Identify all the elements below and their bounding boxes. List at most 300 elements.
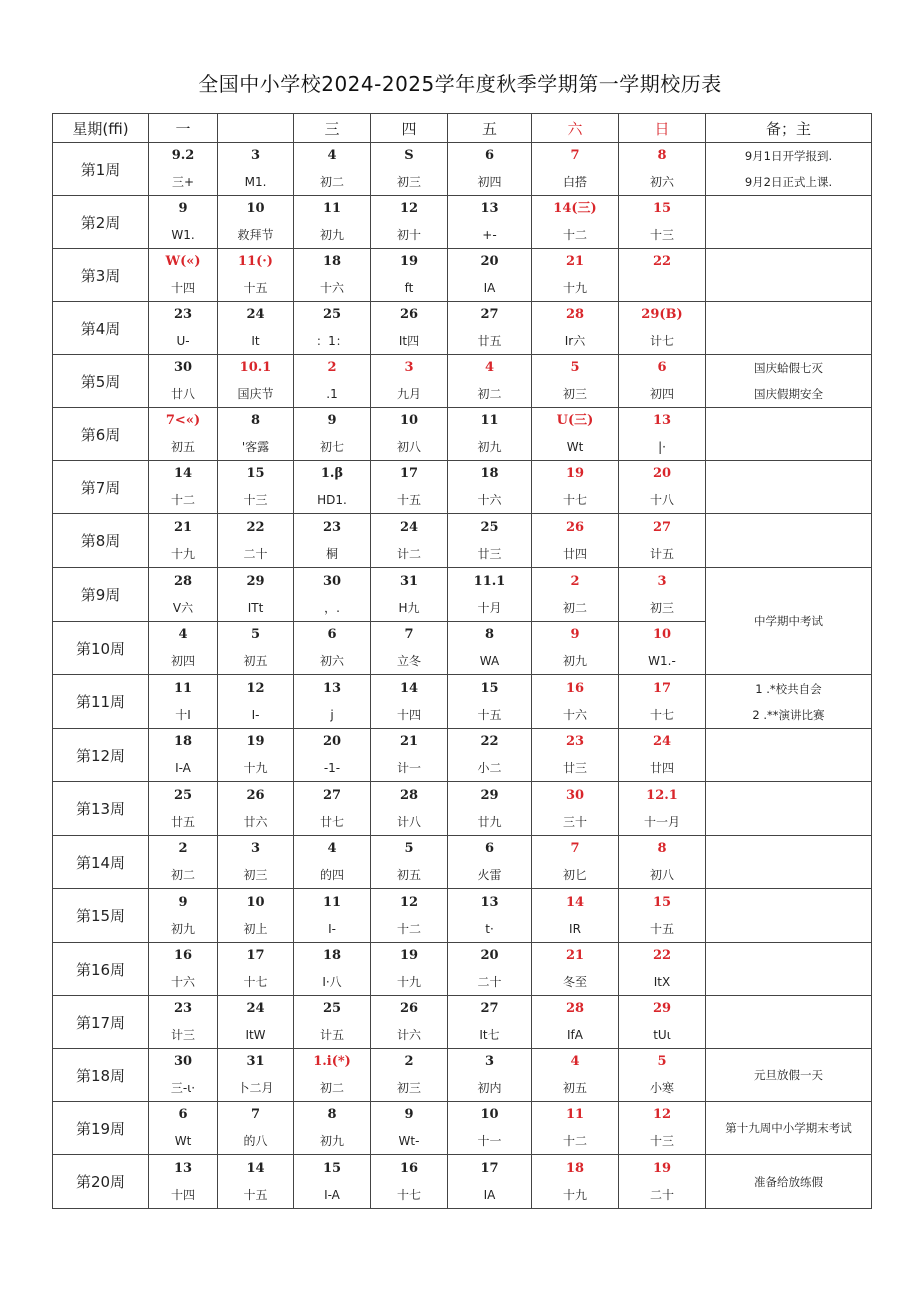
date-number: 18 [480, 466, 499, 481]
header-week: 星期(ffi) [53, 114, 149, 143]
lunar-date: 初九 [477, 440, 502, 454]
lunar-date: 计三 [170, 1028, 195, 1042]
date-number: 17 [652, 680, 672, 696]
date-number: 19 [652, 1160, 672, 1176]
date-number: 8 [484, 627, 495, 642]
lunar-date: ItX [653, 975, 671, 989]
day-cell [448, 1049, 532, 1102]
date-number: 15 [246, 466, 265, 481]
date-number: 9 [570, 627, 580, 642]
note-cell [706, 782, 872, 836]
lunar-date: 计八 [396, 814, 421, 829]
lunar-date: 初四 [170, 654, 195, 668]
date-number: 9 [327, 413, 337, 428]
lunar-date: 十九 [243, 761, 268, 775]
week-label: 第20周 [53, 1155, 149, 1209]
lunar-date: 初九 [562, 654, 587, 668]
lunar-date: 十五 [649, 921, 674, 936]
day-cell [149, 408, 218, 461]
week-row [53, 568, 872, 622]
note-line: 国庆假期安全 [754, 387, 823, 401]
lunar-date: 初九 [170, 921, 195, 936]
note-cell [706, 461, 872, 514]
date-number: 13 [480, 894, 499, 910]
day-cell [619, 996, 706, 1049]
date-number: 24 [246, 307, 265, 322]
week-label: 第13周 [53, 782, 149, 836]
day-cell [218, 355, 294, 408]
day-cell [619, 729, 706, 782]
week-label: 第3周 [53, 249, 149, 302]
lunar-date: IA [483, 281, 496, 295]
date-number: 16 [399, 1160, 419, 1176]
header-sun: 日 [619, 114, 706, 143]
date-number: 25 [322, 307, 342, 322]
lunar-date: 计一 [396, 761, 421, 775]
day-cell [448, 514, 532, 568]
day-cell [218, 729, 294, 782]
lunar-date: 初三 [396, 175, 421, 189]
header-mon: 一 [149, 114, 218, 143]
day-cell [371, 729, 448, 782]
lunar-date: I-A [175, 761, 191, 775]
day-cell [294, 729, 371, 782]
week-label: 第19周 [53, 1102, 149, 1155]
lunar-date: It七 [479, 1028, 500, 1042]
date-number: 21 [173, 519, 193, 535]
date-number: 11.1 [473, 573, 506, 589]
header-notes: 备；主 [706, 114, 872, 143]
week-label: 第9周 [53, 568, 149, 622]
lunar-date: 计六 [396, 1028, 421, 1042]
lunar-date: 初七 [319, 440, 344, 454]
date-number: 5 [404, 841, 414, 856]
header-row [53, 114, 872, 143]
week-row [53, 889, 872, 943]
lunar-date: 初九 [319, 228, 344, 242]
lunar-date: 廿六 [243, 814, 268, 829]
lunar-date: 三+ [171, 175, 195, 189]
date-number: 14 [173, 466, 193, 481]
day-cell [149, 1102, 218, 1155]
lunar-date: U- [176, 334, 190, 348]
date-number: 29 [652, 1001, 672, 1016]
day-cell [149, 249, 218, 302]
day-cell [294, 943, 371, 996]
day-cell [532, 568, 619, 622]
note-cell [706, 408, 872, 461]
day-cell [371, 675, 448, 729]
day-cell [149, 836, 218, 889]
day-cell [448, 782, 532, 836]
day-cell [448, 1155, 532, 1209]
note-line: 准备给放练假 [754, 1174, 823, 1189]
date-number: 25 [173, 787, 193, 803]
lunar-date: 桐 [325, 546, 338, 561]
note-cell [706, 143, 872, 196]
day-cell [371, 889, 448, 943]
date-number: 20 [322, 734, 342, 749]
date-number: 3 [250, 841, 261, 856]
day-cell [294, 143, 371, 196]
day-cell [371, 249, 448, 302]
date-number: 20 [652, 466, 672, 481]
calendar-table [52, 113, 872, 1209]
day-cell [448, 249, 532, 302]
day-cell [371, 196, 448, 249]
lunar-date: 廿七 [319, 814, 344, 829]
lunar-date: Ir六 [564, 334, 586, 348]
lunar-date: 十六 [562, 707, 587, 722]
lunar-date: 初三 [649, 600, 674, 615]
day-cell [619, 568, 706, 622]
lunar-date: W1.- [648, 654, 676, 668]
day-cell [149, 302, 218, 355]
day-cell [371, 514, 448, 568]
day-cell [149, 355, 218, 408]
date-number: 23 [565, 734, 585, 749]
lunar-date: 十月 [477, 600, 502, 615]
date-number: 7 [570, 148, 580, 163]
day-cell [218, 302, 294, 355]
lunar-date: 十六 [319, 281, 344, 295]
day-cell [448, 996, 532, 1049]
day-cell [371, 1049, 448, 1102]
day-cell [619, 675, 706, 729]
lunar-date: 十五 [243, 281, 268, 295]
week-row [53, 302, 872, 355]
date-number: 28 [565, 1001, 585, 1016]
lunar-date: 国庆节 [237, 387, 274, 401]
day-cell [448, 889, 532, 943]
lunar-date: 初八 [649, 868, 674, 882]
lunar-date: 廿八 [170, 387, 195, 401]
note-line: 国庆蛤假七灭 [754, 361, 823, 375]
date-number: 23 [322, 519, 342, 535]
day-cell [532, 675, 619, 729]
lunar-date: 三十 [562, 814, 587, 829]
note-line: 1 .*校共自会 [755, 681, 822, 696]
date-number: 18 [173, 734, 193, 749]
day-cell [218, 836, 294, 889]
day-cell [371, 622, 448, 675]
date-number: 13 [652, 413, 672, 428]
day-cell [294, 355, 371, 408]
week-row [53, 196, 872, 249]
lunar-date: I·八 [322, 975, 342, 989]
lunar-date: +- [482, 228, 497, 242]
lunar-date: 初三 [396, 1081, 421, 1095]
lunar-date: 小寒 [649, 1081, 674, 1095]
date-number: 4 [178, 627, 188, 642]
day-cell [448, 943, 532, 996]
lunar-date: 初十 [396, 228, 421, 242]
date-number: 30 [173, 1054, 193, 1069]
note-line: 9月1日开学报到. [744, 149, 833, 163]
day-cell [294, 675, 371, 729]
date-number: 2 [327, 360, 337, 375]
date-number: 5 [657, 1054, 667, 1069]
day-cell [532, 302, 619, 355]
day-cell [448, 622, 532, 675]
week-label: 第15周 [53, 889, 149, 943]
date-number: U(三) [556, 413, 594, 428]
date-number: 14(三) [553, 201, 597, 216]
lunar-date: H九 [398, 600, 420, 615]
day-cell [448, 1102, 532, 1155]
day-cell [532, 408, 619, 461]
header-wed: 三 [294, 114, 371, 143]
week-row [53, 996, 872, 1049]
day-cell [532, 943, 619, 996]
lunar-date: 初五 [243, 654, 268, 668]
day-cell [371, 782, 448, 836]
lunar-date [619, 275, 705, 301]
week-row [53, 355, 872, 408]
date-number: 7 [570, 841, 580, 856]
day-cell [448, 408, 532, 461]
lunar-date: 廿三 [562, 761, 587, 775]
week-row [53, 1049, 872, 1102]
lunar-date: 初六 [319, 654, 344, 668]
date-number: 6 [484, 148, 495, 163]
lunar-date: 二十 [477, 975, 502, 989]
lunar-date: It四 [398, 334, 420, 348]
lunar-date: 救拜节 [237, 228, 274, 242]
week-label: 第4周 [53, 302, 149, 355]
date-number: 26 [399, 307, 419, 322]
day-cell [371, 996, 448, 1049]
lunar-date: 初内 [477, 1081, 502, 1095]
date-number: 11 [565, 1107, 585, 1122]
calendar-body [53, 143, 872, 1209]
lunar-date: tUι [653, 1028, 671, 1042]
note-cell [706, 675, 872, 729]
date-number: 15 [322, 1160, 342, 1176]
date-number: 12 [246, 680, 265, 696]
lunar-date: .1 [326, 387, 338, 401]
date-number: 12 [652, 1107, 672, 1122]
week-label: 第11周 [53, 675, 149, 729]
date-number: 21 [565, 948, 585, 963]
lunar-date: 初二 [562, 600, 587, 615]
day-cell [371, 143, 448, 196]
date-number: 29(B) [641, 307, 683, 322]
lunar-date: -1- [323, 761, 341, 775]
lunar-date: 十I [175, 707, 191, 722]
date-number: 6 [657, 360, 667, 375]
date-number: 18 [565, 1160, 585, 1176]
lunar-date: 十七 [649, 707, 674, 722]
day-cell [619, 943, 706, 996]
day-cell [218, 196, 294, 249]
week-label: 第5周 [53, 355, 149, 408]
lunar-date: 十五 [243, 1187, 268, 1202]
lunar-date: 初二 [319, 1081, 344, 1095]
day-cell [149, 889, 218, 943]
lunar-date: 初匕 [562, 868, 587, 882]
day-cell [619, 782, 706, 836]
date-number: 27 [322, 787, 342, 803]
note-line: 9月2日正式上课. [744, 175, 833, 189]
day-cell [448, 143, 532, 196]
week-row [53, 143, 872, 196]
day-cell [218, 782, 294, 836]
lunar-date: 十二 [562, 228, 587, 242]
date-number: 11(·) [238, 254, 273, 269]
lunar-date: 十八 [649, 493, 674, 507]
lunar-date: 十四 [170, 1187, 195, 1202]
day-cell [448, 461, 532, 514]
day-cell [149, 461, 218, 514]
date-number: 19 [565, 466, 585, 481]
date-number: 20 [480, 948, 499, 963]
day-cell [218, 1155, 294, 1209]
week-label: 第16周 [53, 943, 149, 996]
date-number: 9 [178, 201, 188, 216]
lunar-date: 二十 [649, 1187, 674, 1202]
day-cell [448, 355, 532, 408]
lunar-date: Wt [174, 1134, 192, 1148]
day-cell [371, 836, 448, 889]
date-number: 15 [652, 201, 672, 216]
week-label: 第18周 [53, 1049, 149, 1102]
date-number: 7 [250, 1107, 261, 1122]
date-number: 1.β [320, 466, 344, 481]
lunar-date: ft [404, 281, 414, 295]
lunar-date: It [251, 334, 260, 348]
week-label: 第6周 [53, 408, 149, 461]
lunar-date: 火雷 [477, 868, 502, 882]
lunar-date: I- [251, 707, 260, 722]
day-cell [532, 782, 619, 836]
day-cell [448, 836, 532, 889]
note-cell [706, 1155, 872, 1209]
day-cell [294, 889, 371, 943]
date-number: 19 [246, 734, 265, 749]
date-number: 11 [322, 201, 342, 216]
date-number: 27 [480, 1001, 499, 1016]
lunar-date: IR [569, 921, 581, 936]
lunar-date: 初二 [477, 387, 502, 401]
lunar-date: 的四 [319, 868, 344, 882]
week-label: 第1周 [53, 143, 149, 196]
date-number: 22 [246, 519, 265, 535]
date-number: 4 [327, 841, 337, 856]
date-number: 15 [652, 894, 672, 910]
day-cell [218, 943, 294, 996]
lunar-date: V六 [172, 600, 194, 615]
date-number: 30 [322, 573, 342, 589]
day-cell [619, 249, 706, 302]
date-number: 3 [404, 360, 414, 375]
date-number: 5 [570, 360, 580, 375]
day-cell [149, 143, 218, 196]
lunar-date: 十一月 [643, 814, 680, 829]
date-number: 26 [565, 519, 585, 535]
lunar-date: 初九 [319, 1134, 344, 1148]
lunar-date: 十四 [396, 707, 421, 722]
lunar-date: ：1： [316, 334, 348, 348]
day-cell [619, 143, 706, 196]
date-number: 27 [652, 519, 672, 535]
day-cell [532, 1155, 619, 1209]
day-cell [532, 622, 619, 675]
lunar-date: 廿三 [477, 546, 502, 561]
note-line: 第十九周中小学期末考试 [725, 1121, 852, 1135]
day-cell [532, 729, 619, 782]
date-number: 4 [484, 360, 495, 375]
day-cell [218, 996, 294, 1049]
lunar-date: 十七 [396, 1187, 421, 1202]
date-number: 10.1 [239, 360, 272, 375]
day-cell [619, 836, 706, 889]
lunar-date: 计五 [319, 1028, 344, 1042]
date-number: 11 [173, 680, 193, 696]
note-cell [706, 514, 872, 568]
day-cell [149, 1049, 218, 1102]
date-number: 24 [399, 519, 419, 535]
date-number: 4 [327, 148, 337, 163]
date-number: 6 [484, 841, 495, 856]
lunar-date: 初四 [649, 387, 674, 401]
lunar-date: 十七 [562, 493, 587, 507]
note-cell [706, 196, 872, 249]
day-cell [149, 622, 218, 675]
lunar-date: 廿四 [562, 546, 587, 561]
lunar-date: 十二 [562, 1134, 587, 1148]
day-cell [532, 355, 619, 408]
day-cell [294, 782, 371, 836]
date-number: 12 [399, 201, 419, 216]
date-number: 3 [484, 1054, 495, 1069]
note-cell [706, 355, 872, 408]
date-number: 14 [399, 680, 419, 696]
date-number: 6 [178, 1107, 188, 1122]
lunar-date: 廿五 [170, 814, 195, 829]
date-number: 28 [399, 787, 419, 803]
day-cell [371, 355, 448, 408]
note-cell [706, 1102, 872, 1155]
week-row [53, 675, 872, 729]
week-row [53, 408, 872, 461]
week-row [53, 943, 872, 996]
day-cell [218, 622, 294, 675]
date-number: 29 [246, 573, 265, 589]
lunar-date: 计二 [396, 546, 421, 561]
day-cell [448, 729, 532, 782]
date-number: 18 [322, 254, 342, 269]
week-label: 第2周 [53, 196, 149, 249]
date-number: 7 [404, 627, 414, 642]
lunar-date: 冬至 [562, 975, 587, 989]
date-number: 6 [327, 627, 337, 642]
lunar-date: 十七 [243, 975, 268, 989]
day-cell [294, 461, 371, 514]
lunar-date: IA [483, 1187, 496, 1202]
date-number: 17 [399, 466, 419, 481]
week-row [53, 1155, 872, 1209]
lunar-date: 九月 [396, 387, 421, 401]
date-number: 2 [570, 573, 580, 589]
date-number: 30 [173, 360, 193, 375]
day-cell [149, 1155, 218, 1209]
lunar-date: ITt [247, 600, 264, 615]
lunar-date: 初三 [243, 868, 268, 882]
lunar-date: 计七 [649, 334, 674, 348]
lunar-date: 廿九 [477, 814, 502, 829]
date-number: 3 [250, 148, 261, 163]
